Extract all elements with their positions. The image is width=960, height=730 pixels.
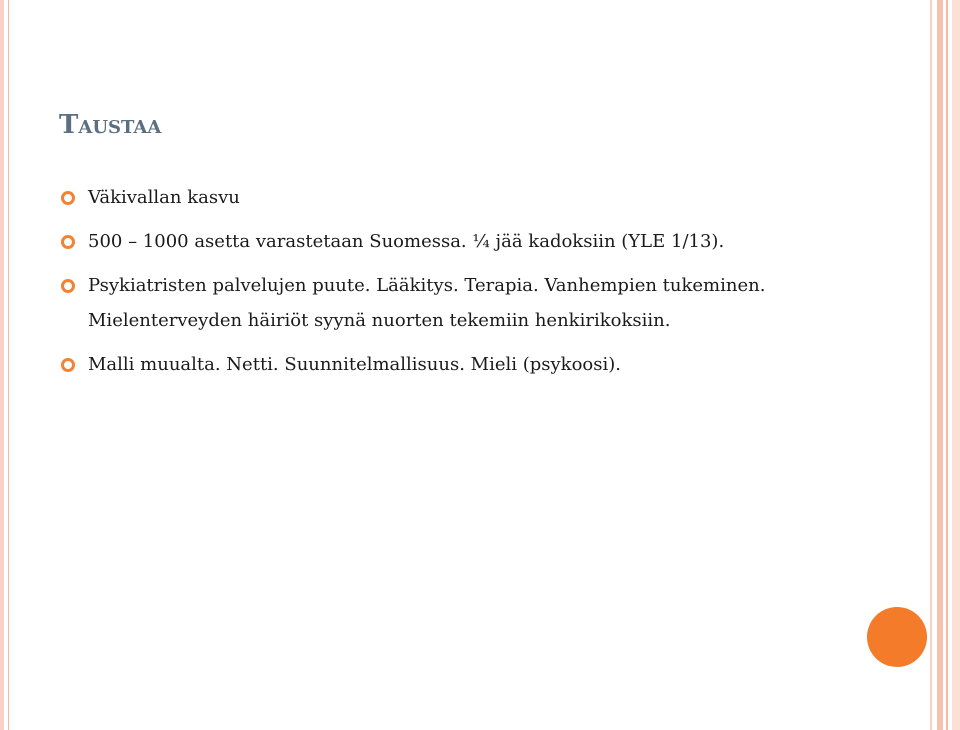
bullet-text-continued: Mielenterveyden häiriöt syynä nuorten tekemiin henkirikoksiin. [88, 310, 671, 331]
left-border-thin-line [8, 0, 9, 730]
bullet-item [61, 180, 761, 215]
left-border-line [0, 0, 4, 730]
right-border-line-1 [930, 0, 932, 730]
right-border-line-3 [946, 0, 948, 730]
bullet-item [61, 224, 761, 259]
bullet-list [61, 180, 766, 391]
bullet-text: Väkivallan kasvu [88, 187, 240, 208]
ring-bullet-icon [61, 279, 75, 293]
bullet-text: 500 – 1000 asetta varastetaan Suomessa. ¼ jää kadoksiin (YLE 1/13). [88, 231, 725, 252]
bullet-text: Malli muualta. Netti. Suunnitelmallisuus. Mieli (psykoosi). [88, 354, 621, 375]
bullet-text: Psykiatristen palvelujen puute. Lääkitys. Terapia. Vanhempien tukeminen. [88, 275, 766, 296]
right-border-line-4 [952, 0, 960, 730]
bullet-item [61, 268, 766, 338]
orange-circle-decoration [867, 607, 927, 667]
right-border-line-2 [937, 0, 943, 730]
ring-bullet-icon [61, 191, 75, 205]
ring-bullet-icon [61, 358, 75, 372]
ring-bullet-icon [61, 235, 75, 249]
bullet-item [61, 347, 761, 382]
slide-title: Taustaa [59, 110, 162, 140]
